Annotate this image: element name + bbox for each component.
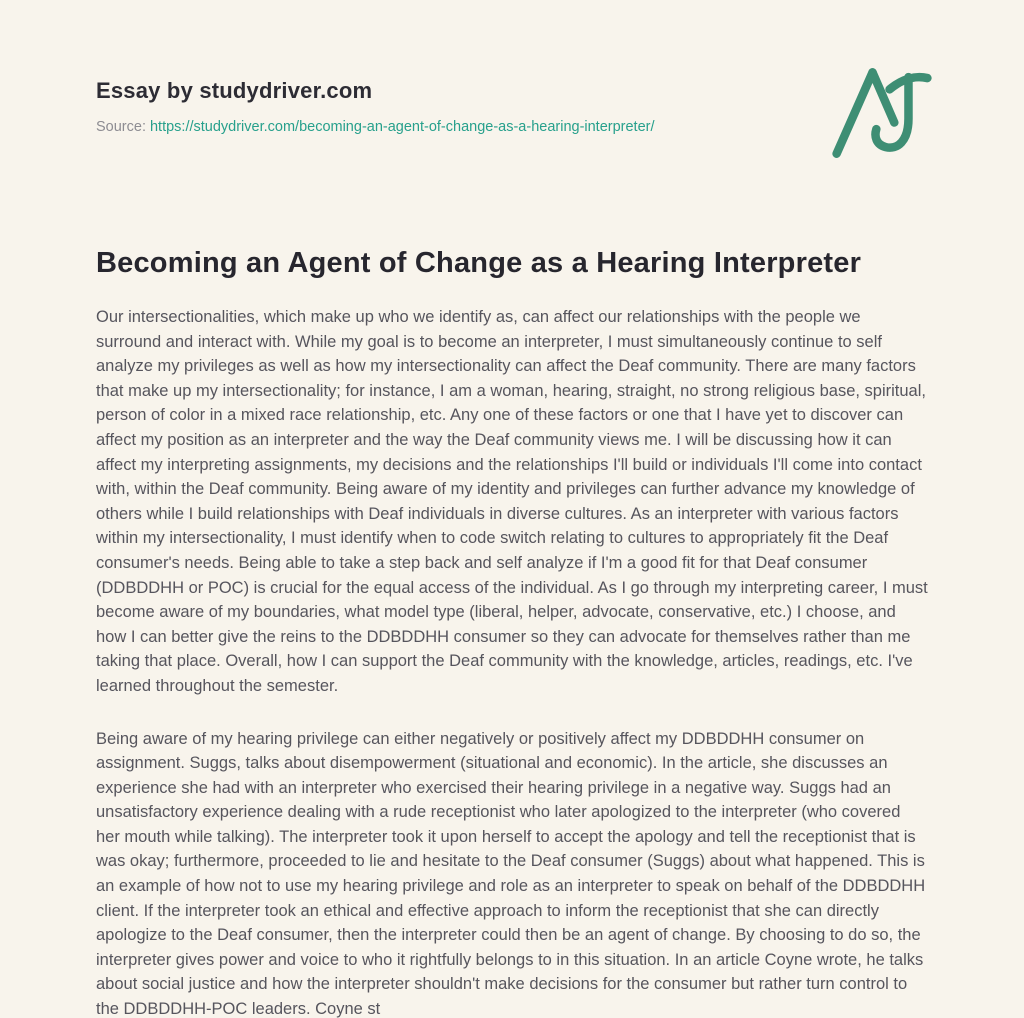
source-line — [96, 119, 928, 135]
essay-paragraph-1: Our intersectionalities, which make up who we identify as, can affect our relationships with the people we surround and interact with. While my goal is to become an interpreter, I must simultaneously continue to self analyze my privileges as well as how my intersectionality can affect the Deaf community. There are many factors that make up my intersectionality; for instance, I am a woman, hearing, straight, no strong religious base, spiritual, person of color in a mixed race relationship, etc. Any one of these factors or one that I have yet to discover can affect my position as an interpreter and the way the Deaf community views me. I will be discussing how it can affect my interpreting assignments, my decisions and the relationships I'll build or individuals I'll come into contact with, within the Deaf community. Being aware of my identity and privileges can further advance my knowledge of others while I build relationships with Deaf individuals in diverse cultures. As an interpreter with various factors within my intersectionality, I must identify when to code switch relating to cultures to appropriately fit the Deaf consumer's needs. Being able to take a step back and self analyze if I'm a good fit for that Deaf consumer (DDBDDHH or POC) is crucial for the equal access of the individual. As I go through my interpreting career, I must become aware of my boundaries, what model type (liberal, helper, advocate, conservative, etc.) I choose, and how I can better give the reins to the DDBDDHH consumer so they can advocate for themselves rather than me taking that place. Overall, how I can support the Deaf community with the knowledge, articles, readings, etc. I've learned throughout the semester. — [96, 308, 928, 695]
studydriver-logo-icon — [830, 62, 934, 166]
source-label: Source: — [96, 119, 146, 135]
essay-body — [96, 247, 928, 1018]
source-url-link[interactable]: https://studydriver.com/becoming-an-agent-of-change-as-a-hearing-interpreter/ — [149, 119, 655, 135]
essay-byline: Essay by studydriver.com — [96, 78, 373, 103]
essay-title: Becoming an Agent of Change as a Hearing Interpreter — [96, 247, 862, 279]
document-header — [96, 0, 928, 135]
essay-paragraph-2: Being aware of my hearing privilege can either negatively or positively affect my DDBDDHH consumer on assignment. Suggs, talks about disempowerment (situational and economic). In the article, she discusses an experience she had with an interpreter who exercised their hearing privilege in a negative way. Suggs had an unsatisfactory experience dealing with a rude receptionist who later apologized to the interpreter (who covered her mouth while talking). The interpreter took it upon herself to accept the apology and tell the receptionist that is was okay; furthermore, proceeded to lie and hesitate to the Deaf consumer (Suggs) about what happened. This is an example of how not to use my hearing privilege and role as an interpreter to speak on behalf of the DDBDDHH client. If the interpreter took an ethical and effective approach to inform the receptionist that she can directly apologize to the Deaf consumer, then the interpreter could then be an agent of change. By choosing to do so, the interpreter gives power and voice to who it rightfully belongs to in this situation. In an article Coyne wrote, he talks about social justice and how the interpreter shouldn't make decisions for the consumer but rather turn control to the DDBDDHH-POC leaders. Coyne st — [96, 729, 926, 1018]
